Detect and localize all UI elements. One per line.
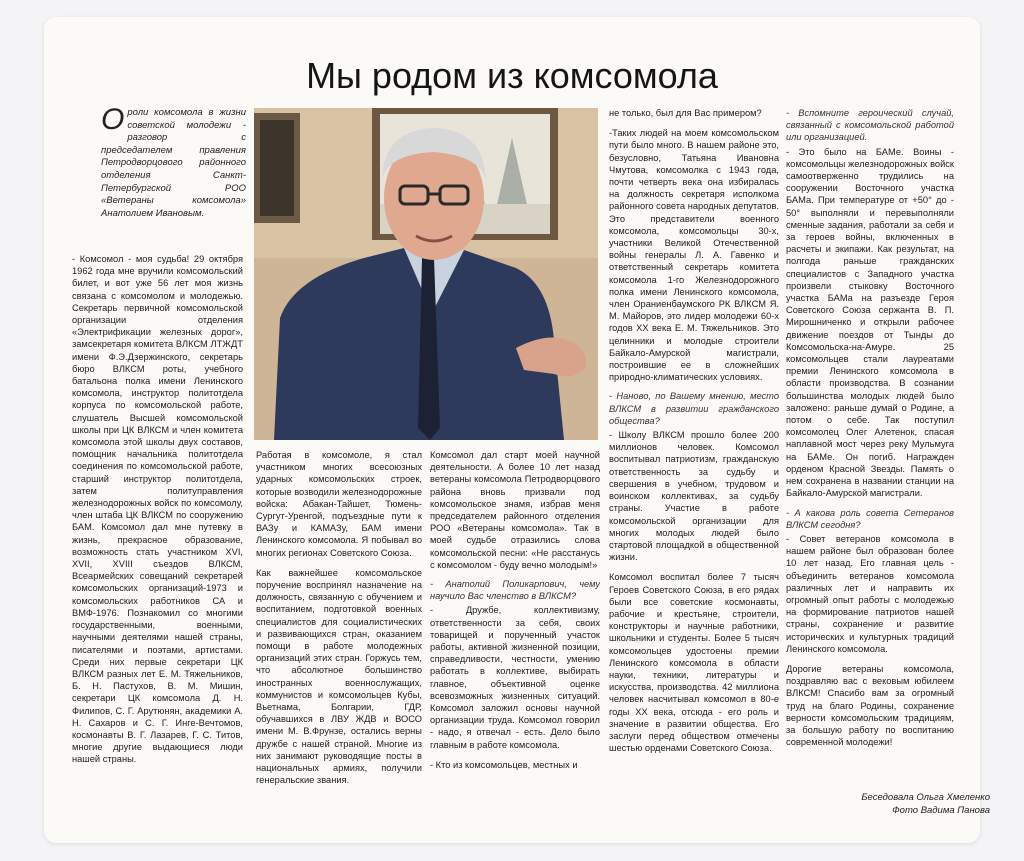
col3-question-2: - Кто из комсомольцев, местных и (430, 759, 578, 770)
col5-paragraph-1: - Это было на БАМе. Воины - комсомольцы железнодорожных войск самоотверженно трудились на сооружении Восточного участка БАМа. При температуре от +50° до - 50° выполняли и перевыполняли сменные задания, работали за себя и за героев войны, включенных в расчеты и экипажи. Как результат, на полгода раньше гражданских специалистов с Западного участка произвели стыковку Восточного участка БАМа на разъезде Героя Советского Союза сержанта В. П. Мирошниченко и открыли рабочее движение поездов от Тынды до Комсомольска-на-Амуре. 25 комсомольцев стали лауреатами премии Ленинского комсомола в области производства. В сознании большинства молодых людей было заложено: раньше думай о Родине, а потом о себе. Так поступил комсомолец Олег Алетенок, спасая наплавной мост через реку Мульмуга на БАМе. Он погиб. Награжден орденом Красной Звезды. Память о нем сохранена в названии станции на Байкало-Амурской магистрали. (786, 146, 954, 499)
col1-paragraph: - Комсомол - моя судьба! 29 октября 1962 года мне вручили комсомольский билет, и вот уже 56 лет моя жизнь связана с комсомолом и молодежью. Секретарь первичной комсомольской организации отделения «Электрификации железных дорог», замсекретаря комитета ВЛКСМ ЛТЖДТ имени Ф.Э.Дзержинского, секретарь бюро ВЛКСМ роты, учебного батальона полка имени Ленинского комсомола, инструктор политотдела корпуса по комсомольской работе, слушатель Высшей комсомольской школы при ЦК ВЛКСМ и член комитета комсомола этой школы двух составов, помощник начальника политотдела соединения по комсомольской работе, старший инструктор политотдела, затем политуправления железнодорожных войск по комсомолу, член штаба ЦК ВЛКСМ по сооружению БАМ. Комсомол дал мне путевку в жизнь, прекрасное образование, возможность стать участником XVI, XVII, XVIII съездов ВЛКСМ, Всеармейских совещаний секретарей комсомольских организаций-1973 и комсомольских работников СА и ВМФ-1976. Познакомил со многими государственными, военными, научными деятелями нашей страны, писателями и поэтами, артистами. Среди них первые секретари ЦК ВЛКСМ разных лет Е. М. Тяжельников, Б. Н. Пастухов, В. М. Мишин, секретари ЦК комсомола Д. Н. Филипов, С. Г. Арутюнян, академики А. Н. Сахаров и С. Г. Инге-Вечтомов, космонавты В. Г. Лазарев, Г. С. Титов, многие другие выдающиеся люди нашей страны. (72, 254, 243, 765)
lead-dropcap: О (101, 103, 125, 136)
article-lead (101, 103, 246, 252)
col5-question-1: - Вспомните героический случай, связанный с комсомольской работой или организацией. (786, 108, 954, 143)
col4-question-0: не только, был для Вас примером? (609, 108, 762, 118)
column-4 (609, 107, 779, 827)
lead-text: роли комсомола в жизни советской молодежи - разговор с председателем правления Петродворцового районного отделения Санкт-Петербургской РОО «Ветераны комсомола» Анатолием Ивановым. (101, 107, 246, 219)
article-photo (254, 108, 598, 440)
article-headline: Мы родом из комсомола (306, 55, 718, 96)
col4-paragraph-2: - Школу ВЛКСМ прошло более 200 миллионов человек. Комсомол воспитывал патриотизм, гражданскую ответственность за судьбу и свершения в учебном, трудовом и воинском коллективах, за судьбу страны. Участие в работе комсомольской организации для многих молодых людей было стартовой площадкой в общественной жизни. (609, 430, 779, 563)
interview-credit: Беседовала Ольга Хмеленко (861, 792, 990, 803)
col3-paragraph-2: - Дружбе, коллективизму, ответственности за себя, своих товарищей и порученный участок работы, активной жизненной позиции, справедливости, честности, умению работать в коллективе, выбирать главное, объективной оценке всевозможных жизненных ситуаций. Комсомол заложил основы научной организации труда. Комсомол говорил - надо, я отвечал - есть. Дело было главным в работе комсомола. (430, 605, 600, 750)
column-1 (72, 253, 243, 823)
column-2 (256, 449, 422, 829)
portrait-illustration (254, 108, 598, 440)
col5-paragraph-3: Дорогие ветераны комсомола, поздравляю вас с вековым юбилеем ВЛКСМ! Спасибо вам за огромный труд на благо Родины, сохранение верности комсомольским традициям, за большую работу по воспитанию современной молодежи! (786, 663, 954, 748)
col2-paragraph-1: Работая в комсомоле, я стал участником многих всесоюзных ударных комсомольских строек, которые возводили железнодорожные войска: Абакан-Тайшет, Тюмень-Сургут-Уренгой, подъездные пути к ВАЗу и КАМАЗу, БАМ имени Ленинского комсомола. Я побывал во многих регионах Советского Союза. (256, 450, 422, 558)
col4-paragraph-3: Комсомол воспитал более 7 тысяч Героев Советского Союза, в его рядах были все советские космонавты, рабочие и крестьяне, строители, конструкторы и научные работники, школьники и студенты. Более 5 тысяч комсомольцев удостоены премии Ленинского комсомола в области науки, техники, литературы и искусства, производства. 42 миллиона человек насчитывал комсомол в 80-е годы XX века, отсюда - его роль и значение в развитии общества. Его заслуги перед обществом отмечены шестью орденами Советского Союза. (609, 572, 779, 754)
col2-paragraph-2: Как важнейшее комсомольское поручение воспринял назначение на должность, связанную с обучением и воспитанием, подготовкой военных специалистов для социалистических и развивающихся стран, оказанием помощи в работе молодежных организаций этих стран. Горжусь тем, что абсолютное большинство иностранных военнослужащих, коммунистов и комсомольцев Кубы, Вьетнама, Болгарии, ГДР, обучавшихся в ЛВУ ЖДВ и ВОСО имени М. В.Фрунзе, остались верны дружбе с нашей страной. Многие из них занимают руководящие посты в национальных армиях, получили генеральские звания. (256, 567, 422, 786)
column-3 (430, 449, 600, 829)
col4-paragraph-1: -Таких людей на моем комсомольском пути было много. В нашем районе это, безусловно, Татьяна Ивановна Чмутова, комсомолка с 1943 года, почти четверть века она избиралась на должность секретаря исполкома районного совета народных депутатов. Это представители военного комсомола, комсомольцы 30-х, участники Великой Отечественной войны генералы Л. А. Гавенко и ответственный секретарь комитета комсомола 1-го Железнодорожного полка имени Ленинского комсомола, член Ораниенбаумского РК ВЛКСМ Я. М. Майоров, это лидер молодежи 60-х годов XX века Е. М. Тяжельников. Это целинники и молодые строители Байкало-Амурской магистрали, построившие ее в сложнейших природно-климатических условиях. (609, 128, 779, 383)
col5-question-2: - А какова роль совета Сетеранов ВЛКСМ сегодня? (786, 507, 954, 530)
col3-paragraph-1: Комсомол дал старт моей научной деятельности. А более 10 лет назад ветераны комсомола Петродворцового района вновь призвали под комсомольское знамя, избрав меня председателем районного отделения РОО «Ветераны комсомола». Так в моей судьбе отразились слова комсомольской песни: «Не расстанусь с комсомолом - буду вечно молодым!» (430, 450, 600, 570)
photo-credit: Фото Вадима Панова (892, 805, 990, 816)
col3-question-1: - Анатолий Поликарпович, чему научило Вас членство в ВЛКСМ? (430, 579, 600, 602)
col4-question-1: - Наново, по Вашему мнению, место ВЛКСМ в развитии гражданского общества? (609, 391, 779, 426)
col5-paragraph-2: - Совет ветеранов комсомола в нашем районе был образован более 10 лет назад. Его главная цель - объединить ветеранов комсомола различных лет и направить их огромный опыт работы с молодежью на формирование патриотов нашей страны, сохранение и развитие исторических и культурных традиций Ленинского комсомола. (786, 533, 954, 654)
column-5 (786, 107, 954, 789)
article-credits (861, 791, 990, 817)
